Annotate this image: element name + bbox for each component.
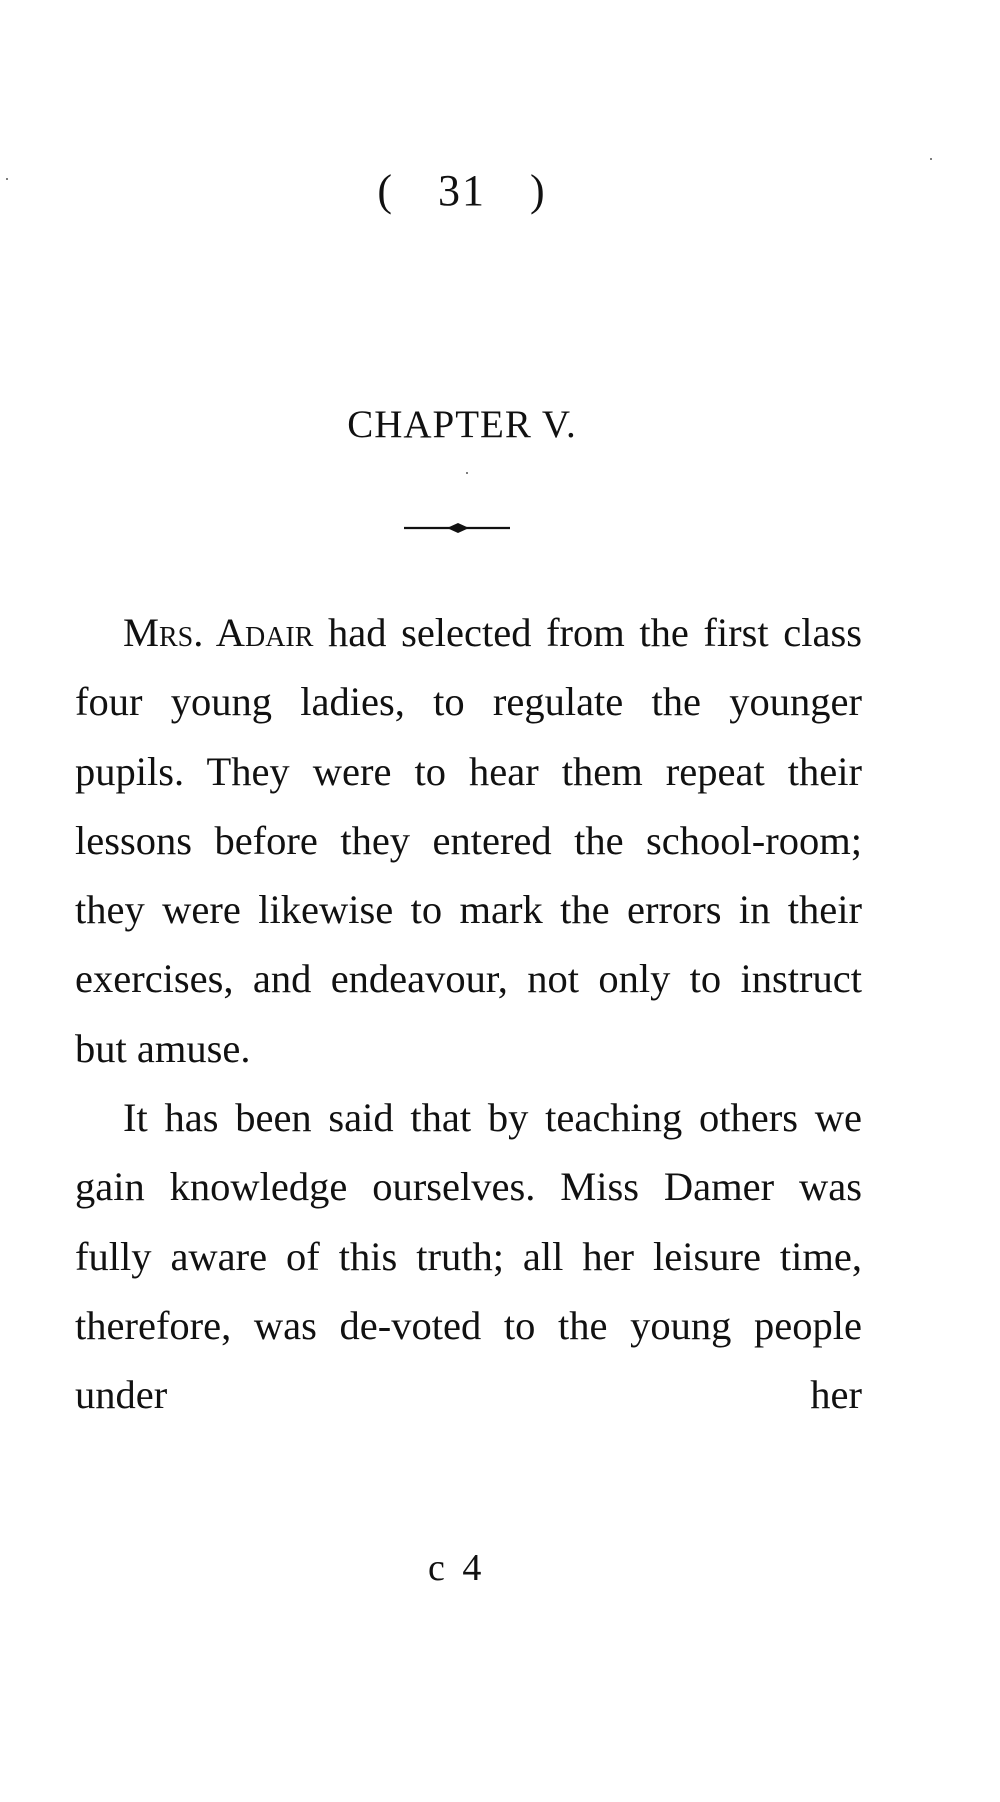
page-number: 31 xyxy=(438,166,486,215)
chapter-title: CHAPTER V. xyxy=(347,403,577,446)
stray-speck xyxy=(466,472,468,474)
paragraph-1 xyxy=(75,598,862,1083)
paragraph-1-text: had selected from the first class four young ladies, to regulate the younger pupils. They were to hear them repeat their lessons before they entered the school-room; they were likewise to mark the errors in their exercises, and endeavour, not only to instruct but amuse. xyxy=(75,610,862,1071)
body-text xyxy=(75,598,862,1430)
paragraph-2 xyxy=(75,1083,862,1429)
paragraph-2-text: It has been said that by teaching others we gain knowledge ourselves. Miss Damer was fully aware of this truth; all her leisure time, therefore, was de-voted to the young people under her xyxy=(75,1095,862,1418)
signature-mark: c 4 xyxy=(428,1547,486,1589)
open-paren: ( xyxy=(377,166,394,215)
diamond-rule-ornament-icon xyxy=(402,520,512,536)
name-small-caps: Mrs. Adair xyxy=(123,610,314,655)
page-number-header xyxy=(0,165,924,216)
stray-speck xyxy=(6,178,8,180)
close-paren: ) xyxy=(530,166,547,215)
stray-speck xyxy=(930,158,932,160)
